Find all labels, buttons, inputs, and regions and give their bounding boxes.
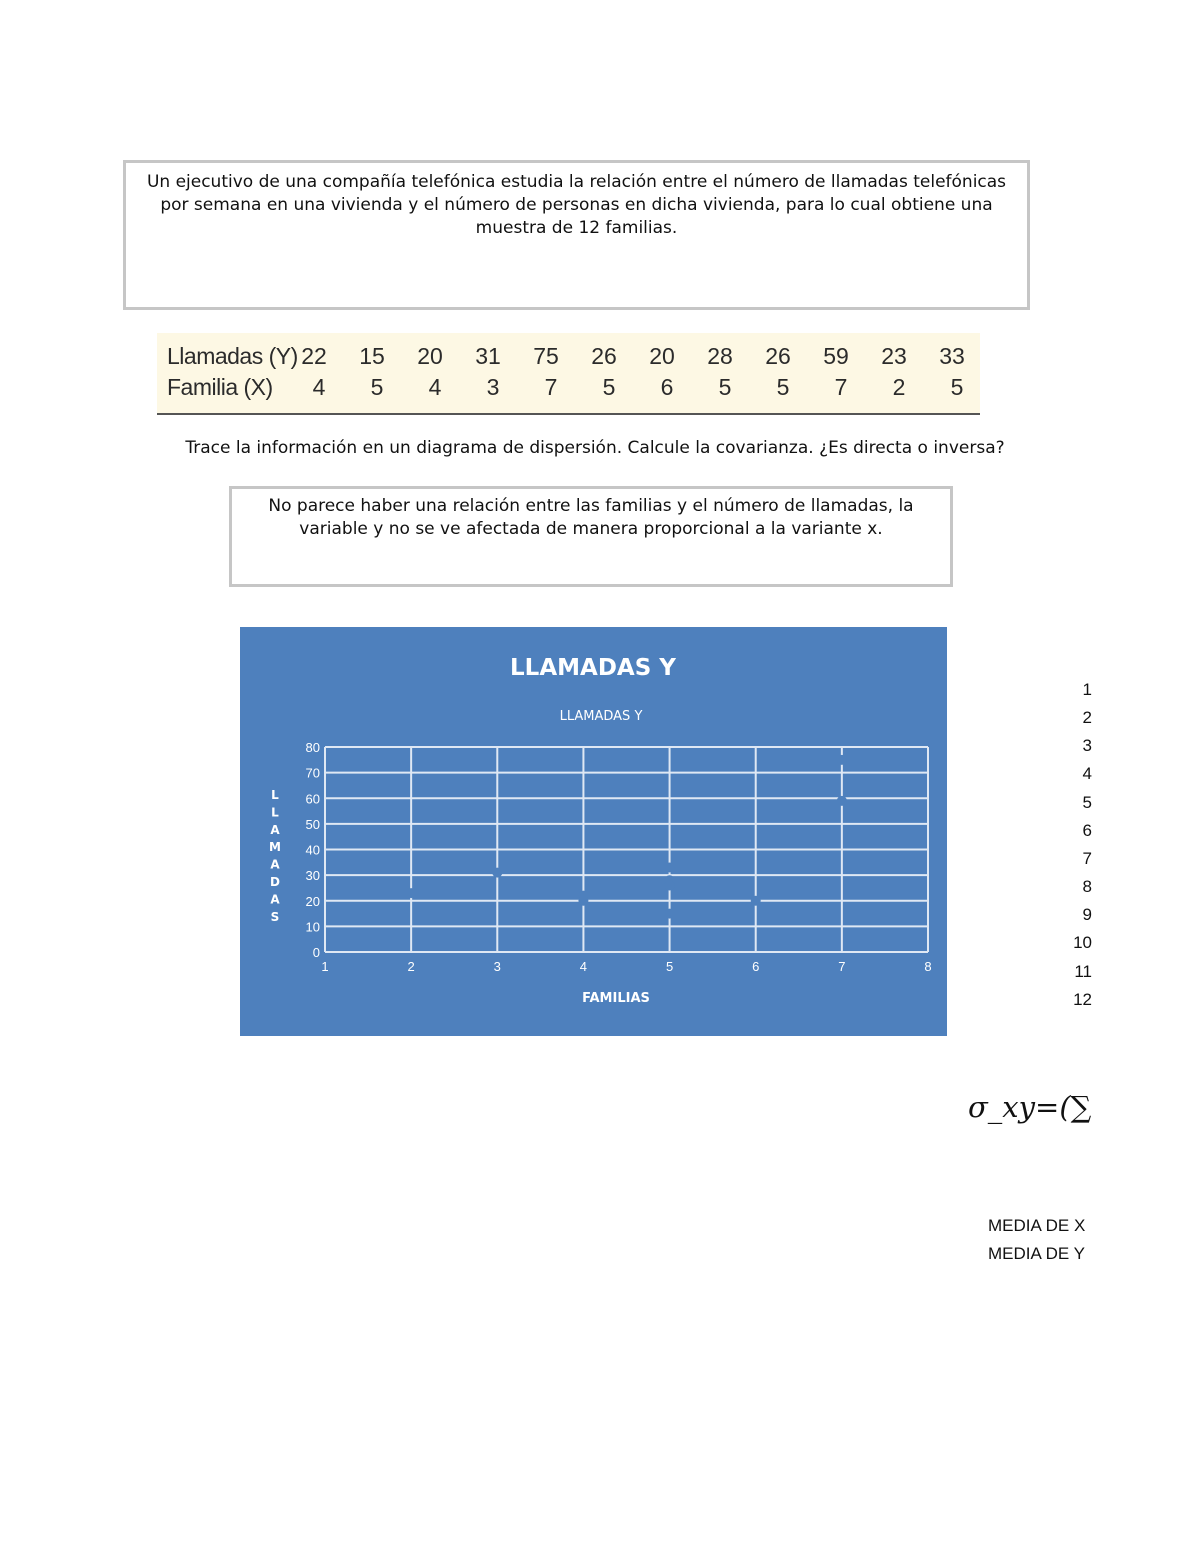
- row-number: 7: [1082, 849, 1092, 868]
- y-tick-label: 70: [305, 765, 320, 781]
- row-number: 6: [1082, 821, 1092, 840]
- row-number: 1: [1082, 680, 1092, 699]
- data-table: [157, 333, 980, 415]
- chart-canvas: [240, 627, 947, 1036]
- mean-x-label: MEDIA DE X: [988, 1216, 1086, 1235]
- row-number: 5: [1082, 793, 1092, 812]
- row-number: 9: [1082, 905, 1092, 924]
- mean-y-label: MEDIA DE Y: [988, 1244, 1085, 1263]
- answer-box: [229, 486, 953, 587]
- row-number: 12: [1073, 990, 1092, 1009]
- x-tick-label: 5: [665, 959, 674, 974]
- llamadas-cell: 15: [359, 343, 385, 369]
- familia-cell: 4: [428, 374, 442, 400]
- covariance-formula: σ_xy=(∑: [968, 1090, 1092, 1124]
- familia-cell: 5: [602, 374, 616, 400]
- answer-text: No parece haber una relación entre las familias y el número de llamadas, la variable y no se ve afectada de manera proporcional a la variante x.: [268, 496, 914, 539]
- x-tick-label: 8: [924, 959, 932, 974]
- x-tick-label: 3: [493, 959, 501, 974]
- familia-cell: 4: [312, 374, 326, 400]
- familia-row: [157, 374, 980, 404]
- familia-cell: 6: [660, 374, 674, 400]
- y-axis-label-letter: D: [270, 875, 280, 889]
- llamadas-cell: 28: [707, 343, 733, 369]
- familia-cell: 7: [834, 374, 848, 400]
- llamadas-cell: 75: [533, 343, 559, 369]
- scatter-point: [406, 888, 416, 898]
- familia-cell: 5: [950, 374, 964, 400]
- question-text: Trace la información en un diagrama de dispersión. Calcule la covarianza. ¿Es directa o inversa?: [185, 438, 1005, 458]
- chart-title: LLAMADAS Y: [510, 655, 676, 681]
- llamadas-cell: 33: [939, 343, 965, 369]
- scatter-point: [578, 896, 588, 906]
- llamadas-row-label: Llamadas (Y): [167, 343, 298, 369]
- y-tick-label: 80: [305, 740, 320, 755]
- y-axis-label-letter: A: [270, 857, 280, 872]
- row-number: 8: [1082, 877, 1092, 896]
- llamadas-cell: 59: [823, 343, 849, 369]
- llamadas-cell: 23: [881, 343, 907, 369]
- y-axis-label-letter: A: [270, 892, 280, 907]
- scatter-point: [492, 868, 502, 878]
- llamadas-cell: 22: [301, 343, 327, 369]
- llamadas-cell: 31: [475, 343, 501, 369]
- y-tick-label: 10: [305, 919, 320, 935]
- row-number: 11: [1074, 962, 1092, 981]
- scatter-point: [665, 909, 675, 919]
- x-tick-label: 6: [752, 959, 760, 974]
- y-tick-label: 50: [305, 816, 320, 832]
- llamadas-cell: 26: [591, 343, 617, 369]
- y-tick-label: 20: [305, 893, 320, 909]
- familia-cell: 5: [776, 374, 790, 400]
- scatter-chart: [240, 627, 947, 1036]
- row-number: 3: [1082, 736, 1092, 755]
- familia-cell: 2: [892, 374, 906, 400]
- y-axis-label-letter: M: [269, 840, 281, 855]
- scatter-point: [665, 880, 675, 890]
- scatter-point: [751, 896, 761, 906]
- llamadas-cell: 26: [765, 343, 791, 369]
- y-tick-label: 30: [305, 868, 320, 884]
- y-tick-label: 0: [312, 945, 320, 960]
- familia-cell: 5: [370, 374, 384, 400]
- familia-row-label: Familia (X): [167, 374, 273, 400]
- x-tick-label: 7: [838, 959, 846, 974]
- scatter-point: [837, 755, 847, 765]
- problem-text: Un ejecutivo de una compañía telefónica estudia la relación entre el número de llamadas telefónicas por semana en una vivienda y el número de personas en dicha vivienda, para lo cual obtiene una muestra de 12 familias.: [146, 172, 1007, 238]
- problem-statement-box: [123, 160, 1030, 310]
- y-axis-label-letter: S: [270, 909, 280, 924]
- row-number: 4: [1082, 764, 1092, 783]
- llamadas-row: [157, 343, 980, 373]
- scatter-point: [665, 862, 675, 872]
- familia-cell: 7: [544, 374, 558, 400]
- y-axis-label-letter: L: [271, 805, 279, 820]
- row-number: 10: [1073, 933, 1092, 952]
- row-number: 2: [1082, 708, 1092, 727]
- y-tick-label: 40: [305, 842, 320, 858]
- x-axis-label: FAMILIAS: [582, 991, 650, 1006]
- scatter-point: [837, 796, 847, 806]
- llamadas-cell: 20: [649, 343, 675, 369]
- x-tick-label: 1: [321, 959, 329, 974]
- x-tick-label: 2: [407, 959, 415, 974]
- x-tick-label: 4: [579, 959, 588, 974]
- familia-cell: 5: [718, 374, 732, 400]
- y-axis-label-letter: A: [270, 822, 280, 837]
- chart-subtitle: LLAMADAS Y: [559, 709, 643, 724]
- llamadas-cell: 20: [417, 343, 443, 369]
- y-axis-label-letter: L: [271, 788, 279, 802]
- y-tick-label: 60: [305, 791, 320, 807]
- familia-cell: 3: [486, 374, 500, 400]
